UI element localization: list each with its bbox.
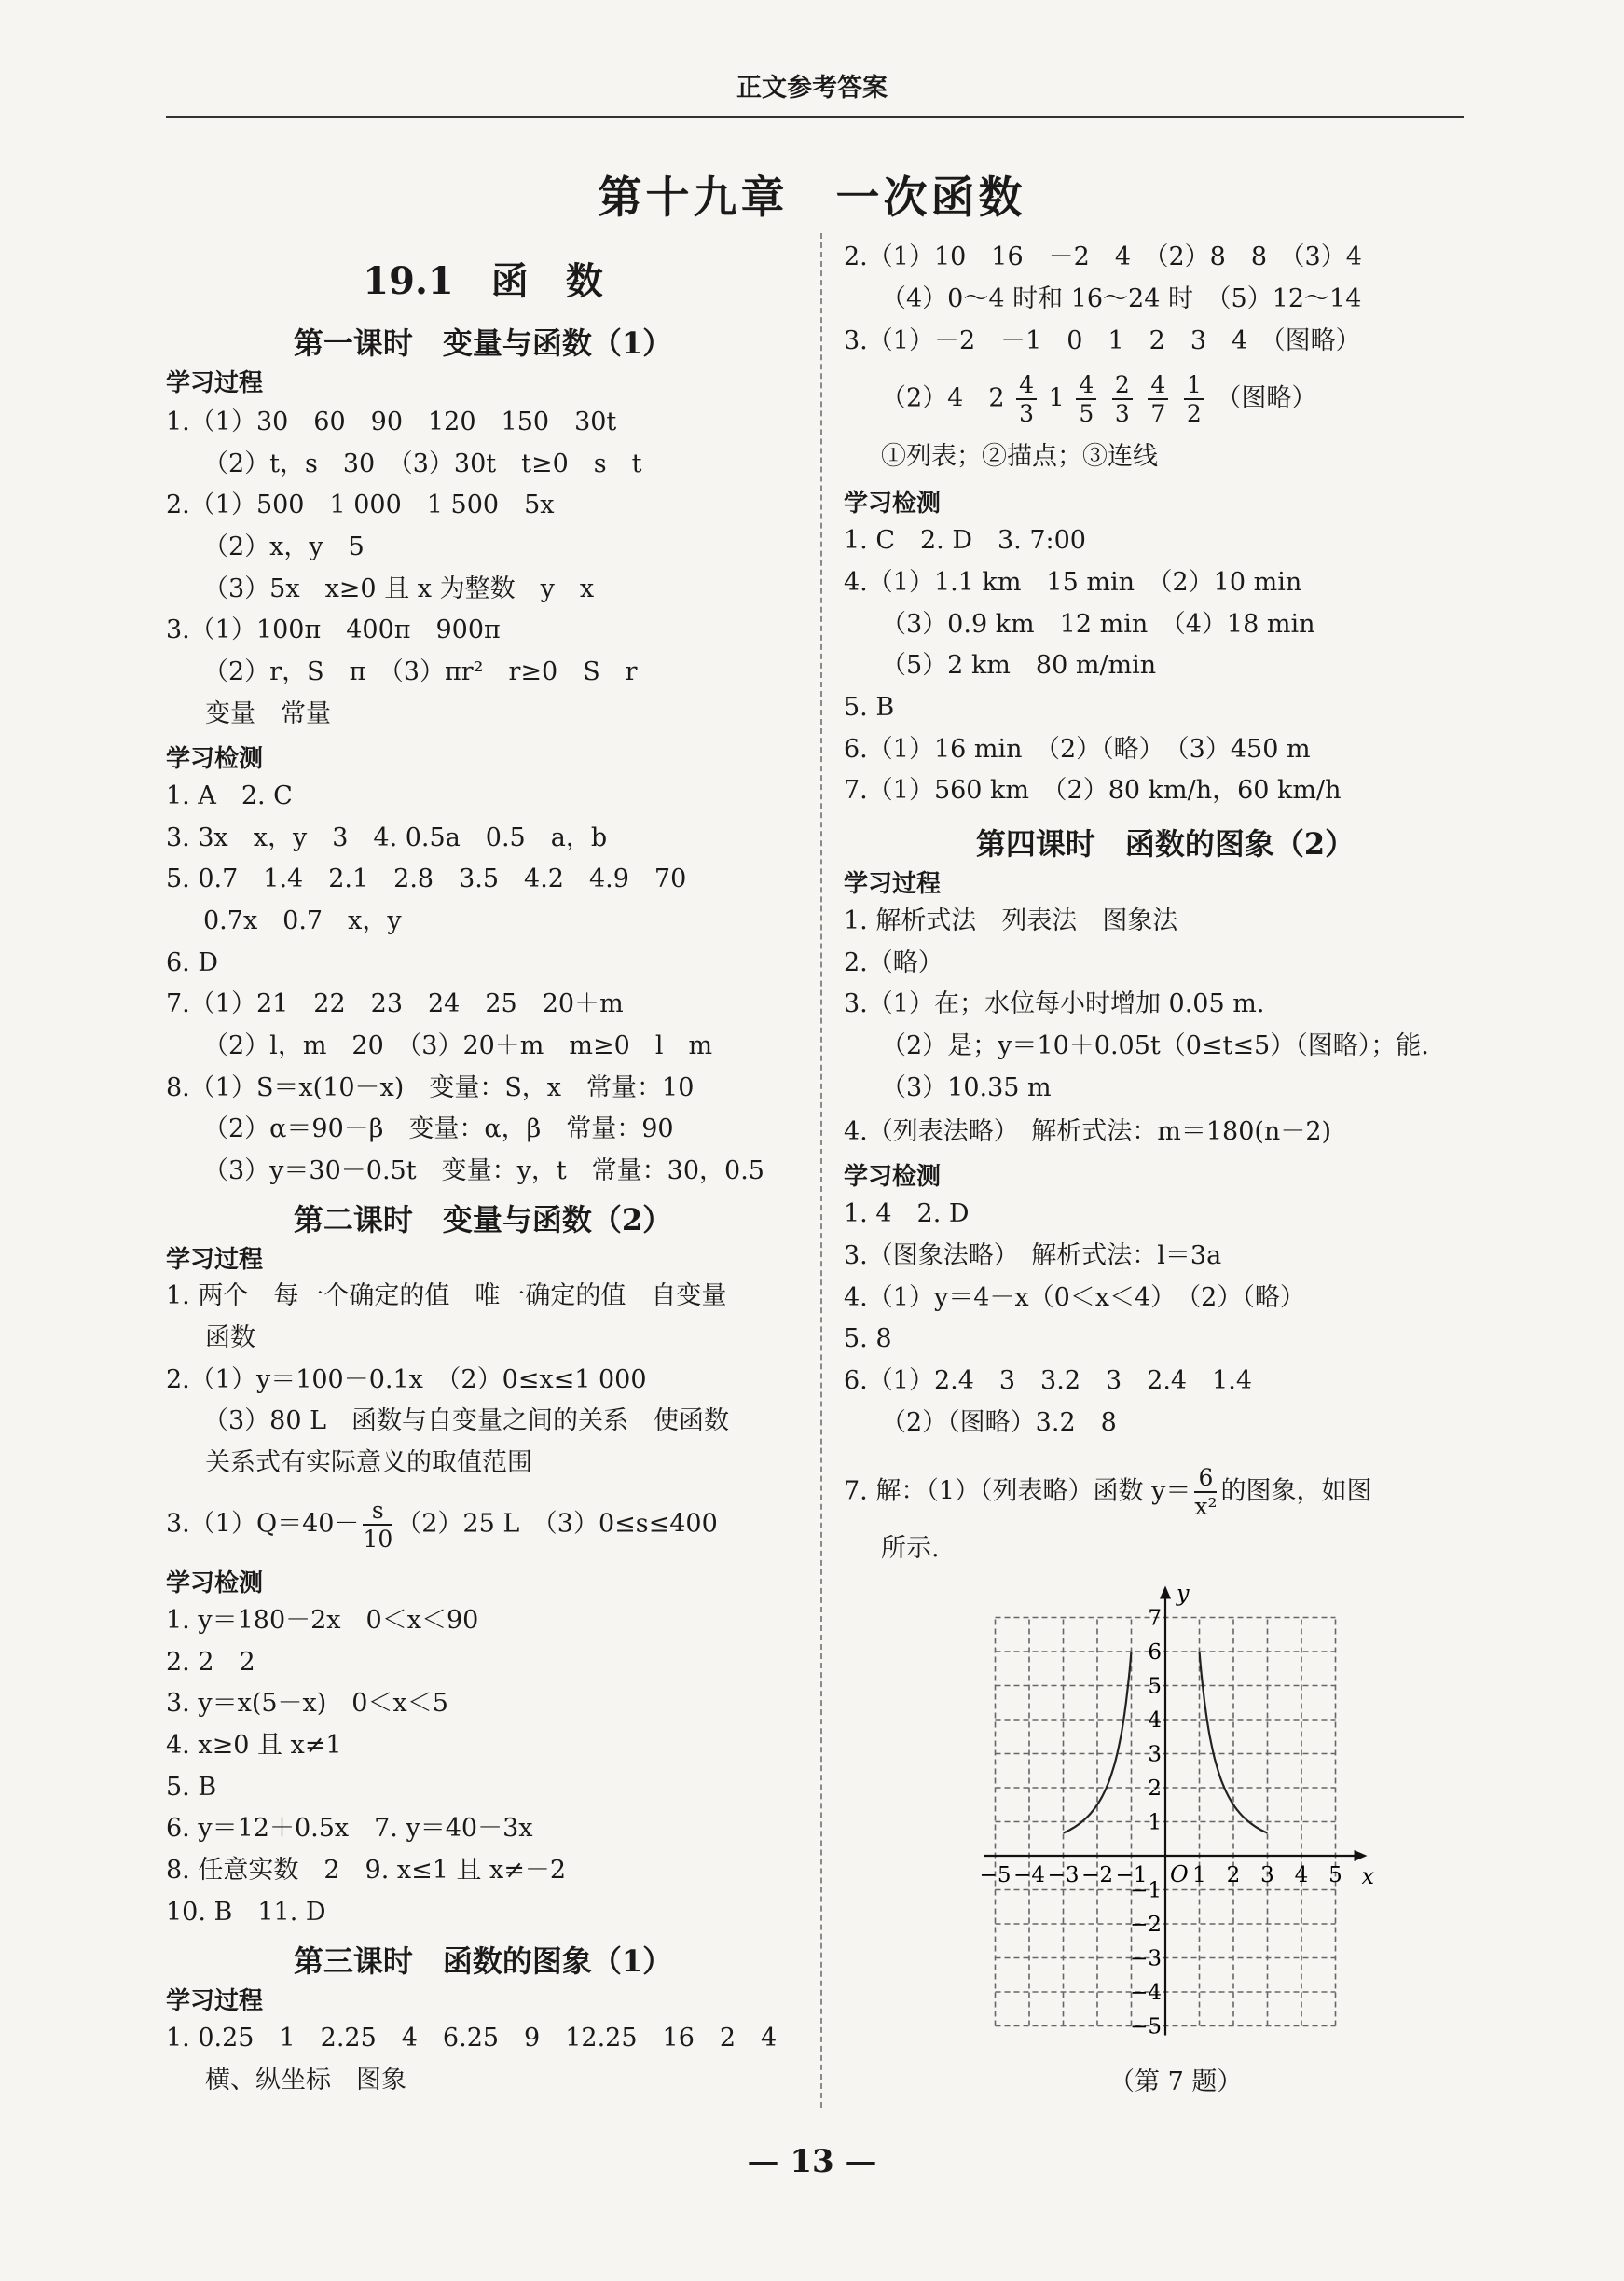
answer-line: 1. A 2. C [166, 781, 293, 810]
y-tick-label: 4 [1148, 1708, 1162, 1733]
answer-line-fractions [881, 373, 1316, 425]
lesson4-title: 第四课时 函数的图象（2） [975, 826, 1356, 862]
answer-line: 1. y＝180－2x 0＜x＜90 [166, 1606, 479, 1635]
function-graph [970, 1585, 1380, 2052]
x-tick-label: 2 [1226, 1863, 1241, 1887]
x-tick-label: 3 [1260, 1863, 1274, 1887]
answer-line: （2）r，S π （3）πr² r≥0 S r [203, 657, 638, 686]
y-tick-label: 2 [1148, 1776, 1162, 1801]
x-tick-label: −2 [1081, 1863, 1113, 1887]
answer-line: 7.（1）21 22 23 24 25 20＋m [166, 989, 624, 1018]
answer-line: 8.（1）S＝x(10－x) 变量：S，x 常量：10 [166, 1073, 695, 1102]
header-title: 正文参考答案 [736, 74, 888, 103]
fraction-numerator: s [363, 1499, 392, 1526]
lesson3-title: 第三课时 函数的图象（1） [293, 1943, 673, 1979]
answer-line: 1. C 2. D 3. 7:00 [844, 526, 1086, 555]
fraction [1184, 373, 1204, 425]
lesson1-title: 第一课时 变量与函数（1） [293, 325, 673, 361]
answer-line: 关系式有实际意义的取值范围 [205, 1448, 532, 1477]
page-number: — 13 — [747, 2143, 877, 2180]
answer-line: 3.（1）在；水位每小时增加 0.05 m. [844, 989, 1265, 1018]
answer-line: 4.（1）y＝4－x（0＜x＜4） （2）（略） [844, 1283, 1305, 1312]
q3b-prefix: （2）4 2 [881, 383, 1005, 413]
answer-line: （2）l，m 20 （3）20＋m m≥0 l m [203, 1031, 713, 1060]
fraction [1194, 1466, 1217, 1518]
header-rule [166, 116, 1464, 118]
answer-line: 8. 任意实数 2 9. x≤1 且 x≠－2 [166, 1856, 567, 1885]
x-tick-label: −4 [1013, 1863, 1045, 1887]
answer-line: 3.（1）100π 400π 900π [166, 615, 501, 644]
answer-line: （3）10.35 m [881, 1073, 1052, 1102]
q7-suffix: 的图象，如图 [1220, 1476, 1372, 1506]
q3-suffix: （2）25 L （3）0≤s≤400 [396, 1509, 718, 1539]
fraction [1112, 373, 1133, 425]
origin-label: O [1170, 1861, 1189, 1887]
answer-line: 1. 两个 每一个确定的值 唯一确定的值 自变量 [166, 1281, 727, 1310]
figure-caption: （第 7 题） [1109, 2067, 1243, 2096]
answer-line: 6.（1）2.4 3 3.2 3 2.4 1.4 [844, 1366, 1253, 1395]
answer-line: 2.（1）10 16 －2 4 （2）8 8 （3）4 [844, 242, 1362, 271]
lesson1-check-label: 学习检测 [166, 745, 264, 773]
answer-line: 4.（1）1.1 km 15 min （2）10 min [844, 568, 1302, 597]
q3b-suffix: （图略） [1216, 383, 1317, 413]
answer-line: 3.（1）－2 －1 0 1 2 3 4 （图略） [844, 326, 1361, 355]
answer-line: 6. y＝12＋0.5x 7. y＝40－3x [166, 1814, 533, 1843]
answer-line: 1.（1）30 60 90 120 150 30t [166, 408, 617, 436]
fraction-numerator: 2 [1112, 373, 1133, 400]
y-tick-label: 3 [1148, 1742, 1162, 1767]
x-tick-label: 4 [1294, 1863, 1309, 1887]
lesson3-process-label: 学习过程 [166, 1987, 264, 2015]
answer-line: 5. 0.7 1.4 2.1 2.8 3.5 4.2 4.9 70 [166, 864, 687, 893]
answer-line: 5. B [844, 693, 895, 722]
answer-line: （5）2 km 80 m/min [881, 651, 1157, 680]
x-tick-label: −1 [1115, 1863, 1148, 1887]
answer-line: 3. 3x x，y 3 4. 0.5a 0.5 a，b [166, 823, 608, 852]
y-tick-label: 1 [1148, 1810, 1162, 1835]
chapter-title: 第十九章 一次函数 [598, 173, 1026, 224]
fraction [1016, 373, 1037, 425]
fraction [363, 1499, 392, 1551]
lesson2-title: 第二课时 变量与函数（2） [293, 1202, 673, 1237]
answer-line: （4）0～4 时和 16～24 时 （5）12～14 [881, 284, 1362, 313]
fraction-denominator: 5 [1079, 400, 1094, 427]
answer-line: 横、纵坐标 图象 [205, 2066, 406, 2094]
fraction-numerator: 4 [1148, 373, 1168, 400]
y-tick-label: −3 [1130, 1946, 1162, 1971]
answer-line: （3）0.9 km 12 min （4）18 min [881, 610, 1315, 639]
answer-line: 3.（图象法略） 解析式法：l＝3a [844, 1241, 1222, 1270]
answer-line: 2. 2 2 [166, 1648, 255, 1677]
answer-line: 7.（1）560 km （2）80 km/h，60 km/h [844, 776, 1342, 805]
y-axis-label: y [1177, 1585, 1190, 1607]
x-tick-label: 1 [1192, 1863, 1206, 1887]
answer-line: 函数 [205, 1323, 255, 1352]
right-check-label: 学习检测 [844, 490, 942, 518]
answer-line: 6. D [166, 948, 218, 977]
answer-line: （2）（图略）3.2 8 [881, 1408, 1117, 1437]
fraction-numerator: 4 [1076, 373, 1096, 400]
x-tick-label: −5 [979, 1863, 1012, 1887]
y-tick-label: 6 [1148, 1640, 1162, 1665]
answer-line: （3）80 L 函数与自变量之间的关系 使函数 [203, 1406, 730, 1435]
fraction-denominator: x² [1194, 1493, 1218, 1520]
fraction [1076, 373, 1096, 425]
answer-line: 10. B 11. D [166, 1898, 326, 1927]
lesson4-process-label: 学习过程 [844, 870, 942, 898]
fraction-numerator: 1 [1184, 373, 1204, 400]
lesson2-check-label: 学习检测 [166, 1569, 264, 1597]
y-axis-arrow [1160, 1586, 1171, 1599]
fraction-denominator: 3 [1114, 400, 1130, 427]
y-tick-label: −1 [1130, 1878, 1162, 1903]
answer-line: 2.（略） [844, 948, 943, 977]
section-title: 19.1 函 数 [363, 259, 603, 303]
answer-line: 1. 4 2. D [844, 1199, 970, 1228]
answer-line: 0.7x 0.7 x，y [203, 906, 402, 935]
answer-line: 2.（1）y＝100－0.1x （2）0≤x≤1 000 [166, 1365, 647, 1394]
answer-line: 5. 8 [844, 1324, 892, 1353]
answer-line: 4. x≥0 且 x≠1 [166, 1731, 342, 1760]
fraction-denominator: 10 [363, 1526, 393, 1553]
answer-line: （2）x，y 5 [203, 532, 365, 561]
answer-line: （2）t，s 30 （3）30t t≥0 s t [203, 449, 642, 478]
y-tick-label: −5 [1130, 2014, 1162, 2039]
fraction-denominator: 7 [1150, 400, 1166, 427]
x-tick-label: 5 [1328, 1863, 1342, 1887]
y-tick-label: 7 [1148, 1606, 1162, 1631]
answer-line: （3）5x x≥0 且 x 为整数 y x [203, 574, 595, 603]
answer-line: 5. B [166, 1773, 217, 1802]
answer-line: 6.（1）16 min （2）（略） （3）450 m [844, 735, 1311, 764]
lesson4-check-label: 学习检测 [844, 1163, 942, 1191]
answer-line: 2.（1）500 1 000 1 500 5x [166, 491, 555, 519]
column-divider [820, 233, 822, 2108]
q3b-mid: 1 [1048, 383, 1065, 413]
answer-line-fraction [844, 1466, 1371, 1518]
answer-line: 1. 解析式法 列表法 图象法 [844, 906, 1178, 935]
answer-line: （3）y＝30－0.5t 变量：y，t 常量：30，0.5 [203, 1156, 764, 1185]
answer-line: 4.（列表法略） 解析式法：m＝180(n－2) [844, 1117, 1332, 1146]
answer-line: ①列表；②描点；③连线 [881, 442, 1158, 471]
answer-line: 所示. [881, 1534, 940, 1563]
fraction-denominator: 3 [1019, 400, 1035, 427]
fraction-numerator: 6 [1194, 1466, 1217, 1493]
fraction-denominator: 2 [1186, 400, 1202, 427]
answer-line-fraction [166, 1499, 718, 1551]
y-tick-label: 5 [1148, 1674, 1162, 1699]
answer-line: （2）是；y＝10＋0.05t（0≤t≤5）（图略）；能. [881, 1031, 1429, 1060]
x-axis-arrow [1355, 1850, 1368, 1861]
fraction [1148, 373, 1168, 425]
q7-prefix: 7. 解：（1）（列表略）函数 y＝ [844, 1476, 1191, 1506]
q3-prefix: 3.（1）Q＝40－ [166, 1509, 360, 1539]
y-tick-label: −2 [1130, 1913, 1162, 1937]
fraction-numerator: 4 [1016, 373, 1037, 400]
x-tick-label: −3 [1047, 1863, 1080, 1887]
answer-line: 1. 0.25 1 2.25 4 6.25 9 12.25 16 2 4 [166, 2024, 778, 2053]
answer-line: 3. y＝x(5－x) 0＜x＜5 [166, 1689, 448, 1718]
x-axis-label: x [1361, 1863, 1375, 1889]
lesson2-process-label: 学习过程 [166, 1246, 264, 1274]
answer-line: （2）α＝90－β 变量：α，β 常量：90 [203, 1114, 674, 1143]
y-tick-label: −4 [1130, 1981, 1162, 2005]
lesson1-process-label: 学习过程 [166, 369, 264, 397]
answer-line: 变量 常量 [205, 699, 331, 728]
